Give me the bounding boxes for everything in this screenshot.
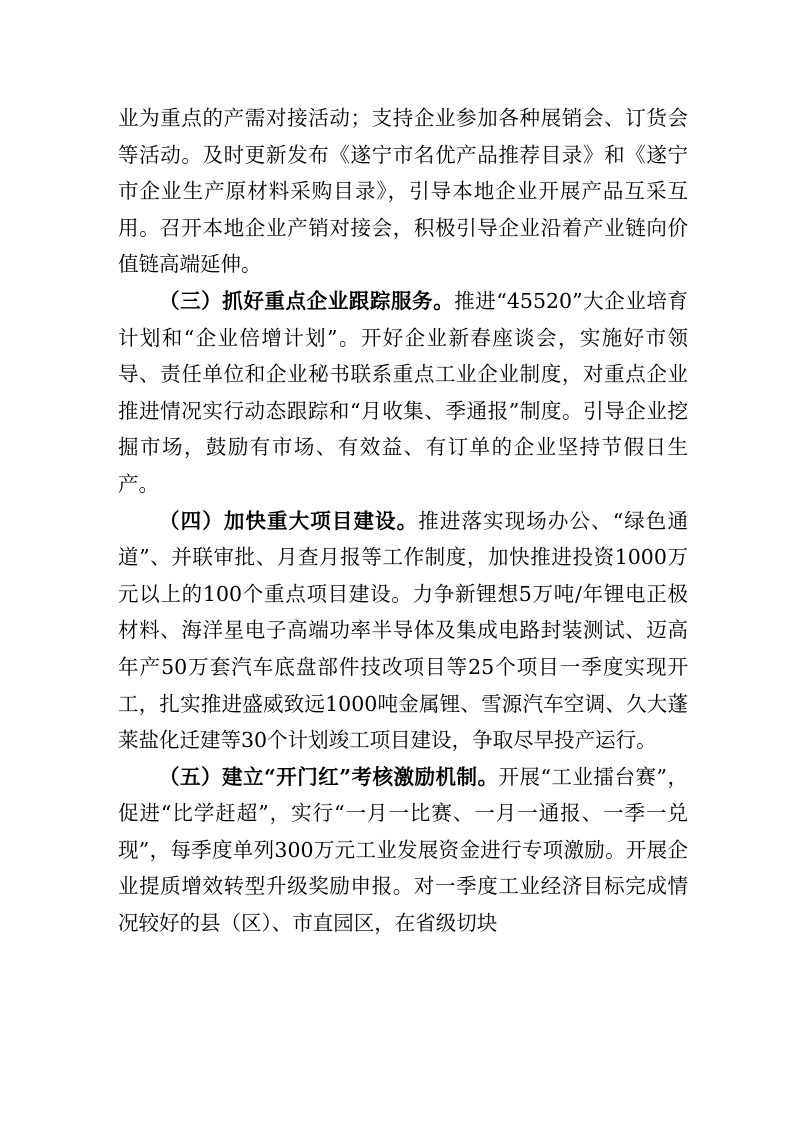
paragraph-text: 推进“45520”大企业培育计划和“企业倍增计划”。开好企业新春座谈会，实施好市领导、责任单位和企业秘书联系重点工业企业制度，对重点企业推进情况实行动态跟踪和“月收集、季通报”制度。引导企业挖掘市场，鼓励有市场、有效益、有订单的企业坚持节假日生产。 — [118, 288, 688, 496]
paragraph-text: 推进落实现场办公、“绿色通道”、并联审批、月查月报等工作制度，加快推进投资1000万元以上的100个重点项目建设。力争新锂想5万吨/年锂电正极材料、海洋星电子高端功率半导体及集成电路封装测试、迈高年产50万套汽车底盘部件技改项目等25个项目一季度实现开工，扎实推进盛威致远1000吨金属锂、雪源汽车空调、久大蓬莱盐化迁建等30个计划竣工项目建设，争取尽早投产运行。 — [118, 508, 689, 753]
paragraph-text: 业为重点的产需对接活动；支持企业参加各种展销会、订货会等活动。及时更新发布《遂宁市名优产品推荐目录》和《遂宁市企业生产原材料采购目录》，引导本地企业开展产品互采互用。召开本地企业产销对接会，积极引导企业沿着产业链向价值链高端延伸。 — [118, 106, 688, 277]
paragraph-section-5 — [118, 759, 688, 942]
paragraph-text: 开展“工业擂台赛”，促进“比学赶超”，实行“一月一比赛、一月一通报、一季一兑现”，每季度单列300万元工业发展资金进行专项激励。开展企业提质增效转型升级奖励申报。对一季度工业经济目标完成情况较好的县（区）、市直园区，在省级切块 — [118, 764, 688, 936]
paragraph-continuation — [118, 100, 688, 283]
paragraph-section-4 — [118, 503, 688, 759]
document-body — [118, 100, 688, 942]
paragraph-section-3 — [118, 283, 688, 503]
section-heading: （三）抓好重点企业跟踪服务。 — [159, 288, 455, 313]
section-heading: （四）加快重大项目建设。 — [159, 508, 419, 533]
section-heading: （五）建立“开门红”考核激励机制。 — [159, 764, 499, 789]
